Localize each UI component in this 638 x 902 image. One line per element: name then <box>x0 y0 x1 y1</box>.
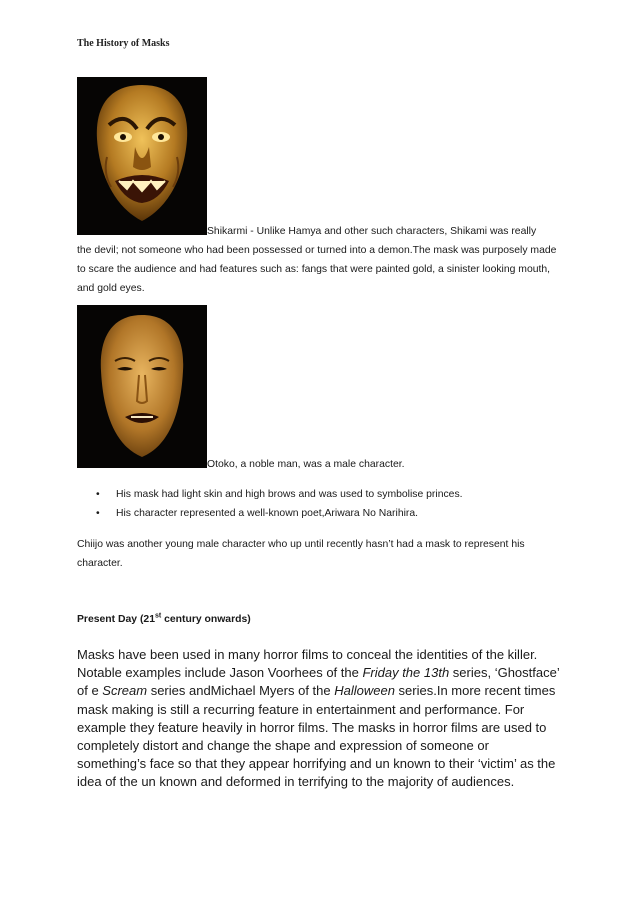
heading-text: century onwards) <box>161 614 251 625</box>
heading-superscript: st <box>154 612 162 620</box>
otoko-mask-image <box>77 305 207 468</box>
heading-text: Present Day (21 <box>77 614 155 625</box>
present-day-heading <box>77 614 251 625</box>
shikami-description: the devil; not someone who had been possessed or turned into a demon.The mask was purposely made to scare the audience and had features such as: fangs that were painted gold, a sinister looking mouth, and gold eyes. <box>77 245 557 294</box>
film-title: Scream <box>102 683 148 699</box>
otoko-caption: Otoko, a noble man, was a male character. <box>207 459 405 470</box>
list-item <box>77 485 557 504</box>
shikami-mask-image <box>77 77 207 235</box>
bullet-text: His character represented a well-known poet,Ariwara No Narihira. <box>116 508 419 519</box>
shikami-paragraph <box>77 222 557 298</box>
document-header: The History of Masks <box>77 38 170 49</box>
paragraph-text: series andMichael Myers of the <box>147 683 335 699</box>
bullet-text: His mask had light skin and high brows and was used to symbolise princes. <box>116 489 463 500</box>
list-item <box>77 504 557 523</box>
present-day-paragraph <box>77 646 561 792</box>
paragraph-text: series, ‘Ghostface’ of e <box>77 665 560 699</box>
paragraph-text: series.In more recent times mask making is still a recurring feature in entertainment and performance. For example they feature heavily in horror films. The masks in horror films are used to completely distort and change the shape and expression of someone or something’s face so that they appear horrifying and un known to their ‘victim’ as the idea of the un known and deformed in terrifying to the majority of audiences. <box>77 683 556 790</box>
shikami-caption: Shikarmi - Unlike Hamya and other such characters, Shikami was really <box>207 226 537 237</box>
paragraph-text: Masks have been used in many horror films to conceal the identities of the killer. Notable examples include Jason Voorhees of the <box>77 647 538 681</box>
film-title: Halloween <box>334 683 395 699</box>
film-title: Friday the 13th <box>362 665 450 681</box>
otoko-bullet-list <box>77 485 557 523</box>
bullet-glyph: • <box>96 508 100 519</box>
chiijo-paragraph: Chiijo was another young male character who up until recently hasn’t had a mask to represent his character. <box>77 539 525 569</box>
bullet-glyph: • <box>96 489 100 500</box>
